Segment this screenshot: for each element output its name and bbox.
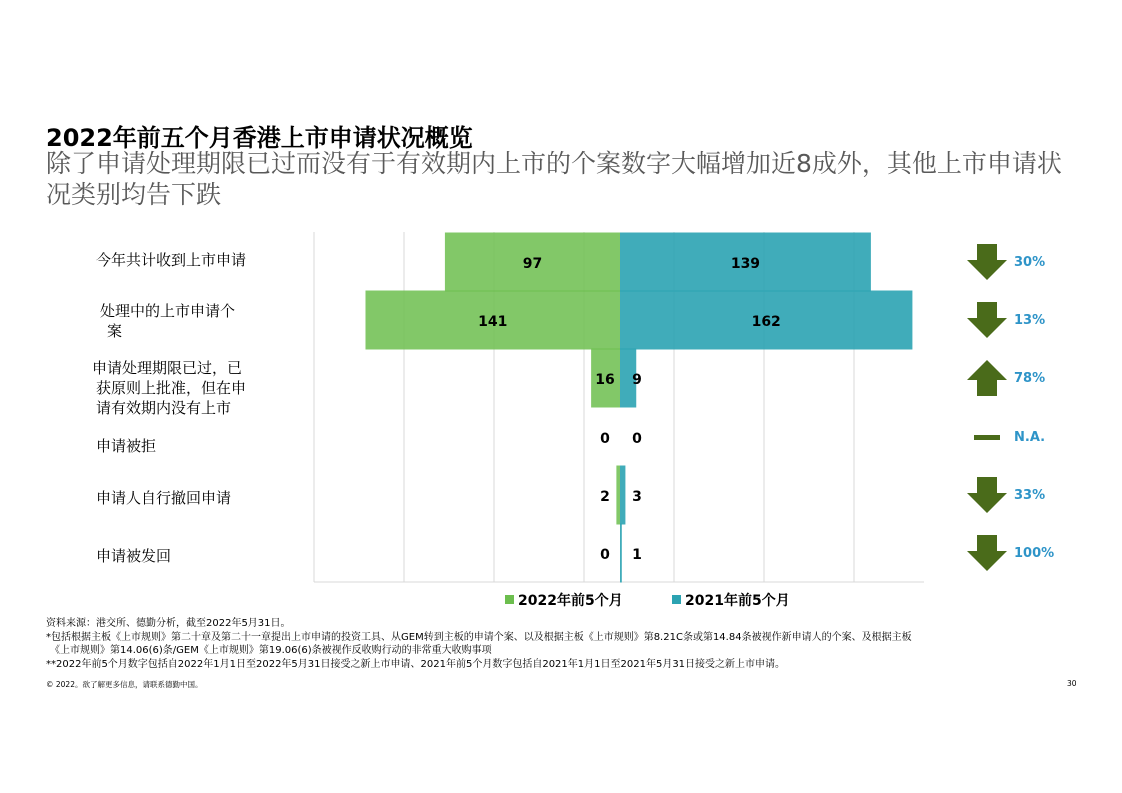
footnote-source: 资料来源：港交所、德勤分析，截至2022年5月31日。 bbox=[46, 618, 291, 629]
category-label-line: 今年共计收到上市申请 bbox=[96, 251, 247, 269]
footnote-3: **2022年前5个月数字包括自2022年1月1日至2022年5月31日接受之新上市申请、2021年前5个月数字包括自2021年1月1日至2021年5月31日接受之新上市申请。 bbox=[46, 658, 786, 670]
data-label-2021-2: 9 bbox=[632, 372, 642, 388]
arrow-down-icon bbox=[967, 244, 1007, 280]
arrow-up-icon bbox=[967, 360, 1007, 396]
footnotes bbox=[46, 617, 1086, 671]
footnote-2: 《上市规则》第14.06(6)条/GEM《上市规则》第19.06(6)条被视作反收购行动的非常重大收购事项 bbox=[50, 645, 492, 656]
change-label-4: 33% bbox=[1014, 488, 1046, 503]
data-label-2022-1: 141 bbox=[478, 314, 508, 330]
legend-swatch-2022 bbox=[505, 595, 514, 604]
data-label-2021-0: 139 bbox=[730, 256, 761, 272]
arrow-down-icon bbox=[967, 477, 1007, 513]
footnote-1: *包括根据主板《上市规则》第二十章及第二十一章提出上市申请的投资工具、从GEM转到主板的申请个案、以及根据主板《上市规则》第8.21C条或第14.84条被视作新申请人的个案、及根据主板 bbox=[46, 631, 912, 643]
category-label-line: 获原则上批准，但在申 bbox=[96, 379, 247, 397]
data-label-2021-1: 162 bbox=[751, 314, 781, 330]
data-label-2022-2: 16 bbox=[595, 372, 615, 388]
change-label-2: 78% bbox=[1014, 371, 1046, 386]
change-label-5: 100% bbox=[1014, 546, 1055, 561]
bar-2021-4 bbox=[620, 466, 625, 525]
data-label-2022-4: 2 bbox=[600, 489, 610, 505]
category-label-1 bbox=[100, 301, 235, 341]
category-label-5 bbox=[96, 546, 171, 566]
category-label-3 bbox=[96, 436, 156, 456]
page-number: 30 bbox=[1067, 679, 1077, 688]
change-label-3: N.A. bbox=[1014, 430, 1046, 445]
data-label-2021-3: 0 bbox=[632, 431, 642, 447]
category-label-0 bbox=[96, 250, 246, 270]
arrow-down-icon bbox=[967, 302, 1007, 338]
data-label-2021-4: 3 bbox=[632, 489, 642, 505]
legend-label-2022: 2022年前5个月 bbox=[518, 593, 623, 609]
legend-item-2021 bbox=[672, 590, 790, 610]
dash-icon bbox=[974, 435, 1000, 440]
page-subtitle: 除了申请处理期限已过而没有于有效期内上市的个案数字大幅增加近8成外，其他上市申请状况类别均告下跌 bbox=[46, 149, 1062, 209]
data-label-2022-3: 0 bbox=[600, 431, 610, 447]
legend-item-2022 bbox=[505, 590, 623, 610]
category-label-4 bbox=[96, 488, 231, 508]
category-label-line: 处理中的上市申请个 bbox=[100, 302, 236, 320]
data-label-2021-5: 1 bbox=[632, 547, 642, 563]
change-label-0: 30% bbox=[1014, 255, 1046, 270]
change-label-1: 13% bbox=[1014, 313, 1046, 328]
category-label-line: 申请人自行撤回申请 bbox=[96, 489, 232, 507]
category-label-line: 请有效期内没有上市 bbox=[96, 399, 232, 417]
category-label-2 bbox=[92, 358, 246, 418]
data-label-2022-0: 97 bbox=[522, 256, 543, 272]
page-title: 2022年前五个月香港上市申请状况概览 bbox=[46, 124, 473, 152]
category-label-line: 案 bbox=[107, 322, 123, 340]
legend-swatch-2021 bbox=[672, 595, 681, 604]
bar-2022-4 bbox=[616, 466, 620, 525]
copyright-text: © 2022。欲了解更多信息，请联系德勤中国。 bbox=[46, 680, 203, 689]
bar-2021-5 bbox=[620, 524, 622, 583]
category-label-line: 申请处理期限已过，已 bbox=[92, 359, 243, 377]
data-label-2022-5: 0 bbox=[600, 547, 610, 563]
category-label-line: 申请被拒 bbox=[96, 437, 157, 455]
category-label-line: 申请被发回 bbox=[96, 547, 172, 565]
arrow-down-icon bbox=[967, 535, 1007, 571]
legend-label-2021: 2021年前5个月 bbox=[685, 593, 790, 609]
